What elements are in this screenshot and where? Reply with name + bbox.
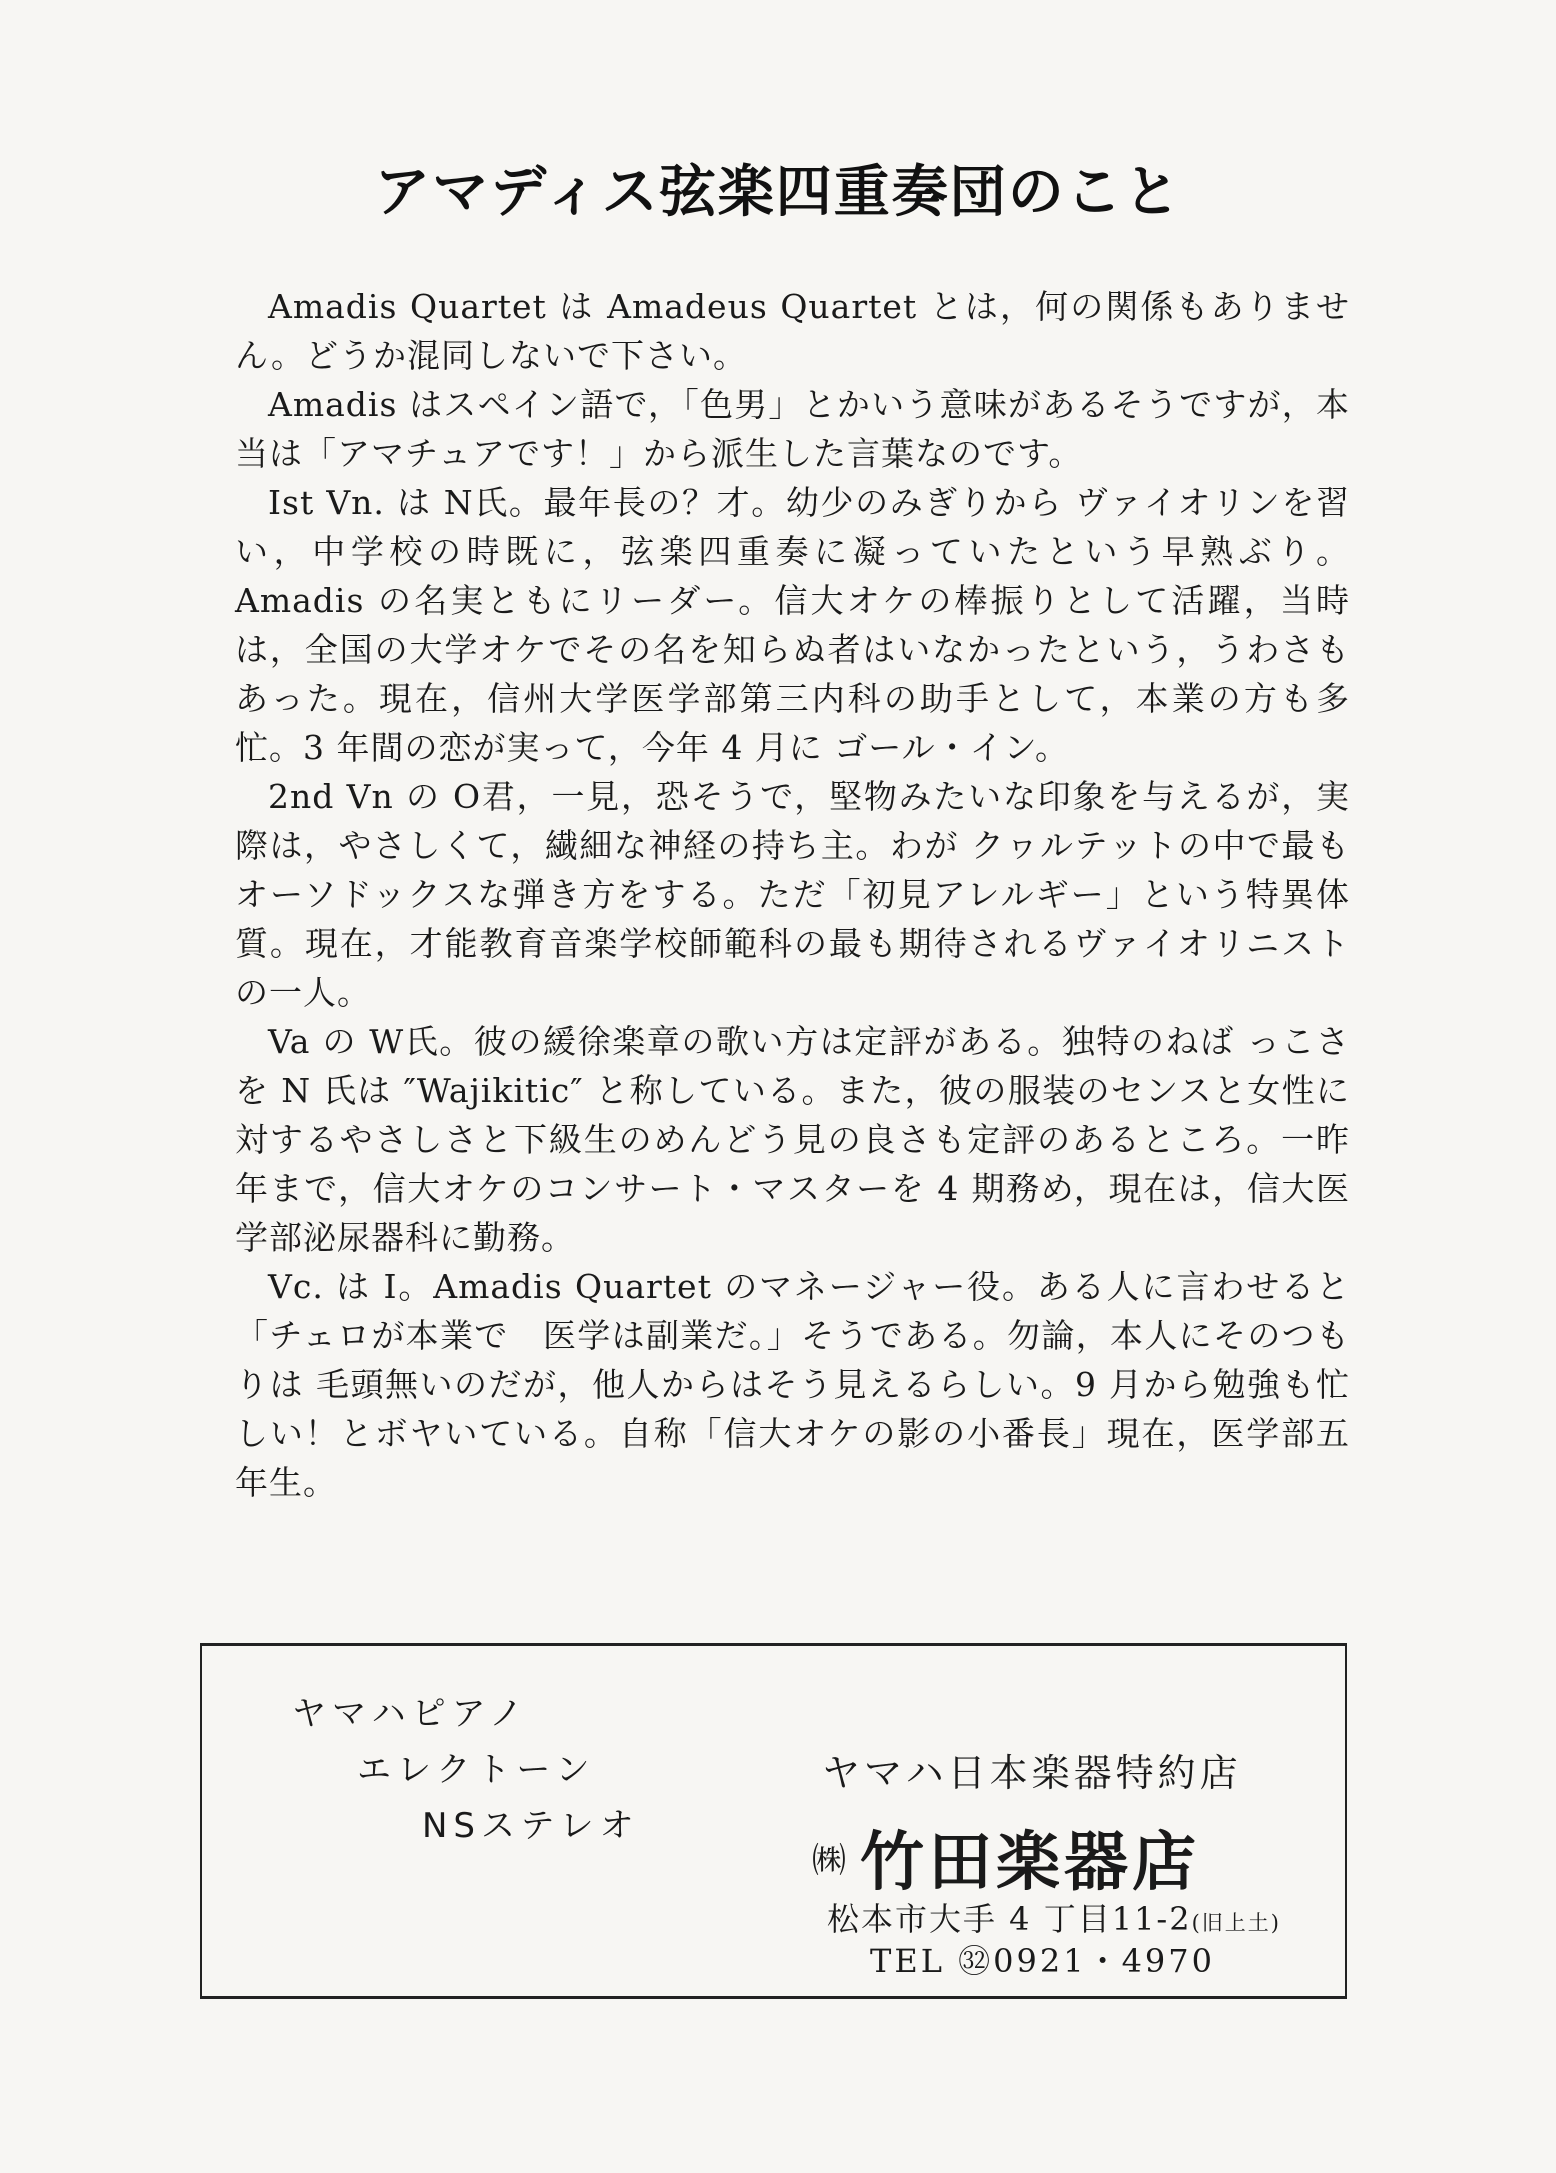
paragraph-viola: Va の W氏。彼の緩徐楽章の歌い方は定評がある。独特のねば っこさを N 氏は ″Wajikitic″ と称している。また，彼の服装のセンスと女性に対するやさしさと下級生のめんどう見の良さも定評のあるところ。一昨年まで，信大オケのコンサート・マスターを 4 期務め，現在は，信大医学部泌尿器科に勤務。 <box>235 1022 1351 1257</box>
ad-company-name: 竹田楽器店 <box>860 1826 1200 1900</box>
paragraph-second-violin: 2nd Vn の O君，一見，恐そうで，堅物みたいな印象を与えるが，実際は，やさしくて，繊細な神経の持ち主。わが クヮルテットの中で最もオーソドックスな弾き方をする。ただ「初見アレルギー」という特異体質。現在，才能教育音楽学校師範科の最も期待されるヴァイオリニストの一人。 <box>235 777 1350 1012</box>
paragraph-name-origin: Amadis はスペイン語で，「色男」とかいう意味があるそうですが，本当は「アマチュアです！」から派生した言葉なのです。 <box>235 385 1350 473</box>
article-body <box>235 282 1350 1507</box>
ad-product-piano: ヤマハピアノ <box>292 1694 529 1734</box>
paragraph-cello: Vc. は I。Amadis Quartet のマネージャー役。ある人に言わせると「チェロが本業で 医学は副業だ。」そうである。勿論，本人にそのつもりは 毛頭無いのだが，他人からはそう見えるらしい。9 月から勉強も忙しい！とボヤいている。自称「信大オケの影の小番長」現在，医学部五年生。 <box>235 1267 1350 1502</box>
ad-company-kabu-mark: ㈱ <box>812 1840 846 1881</box>
ad-address-text: 松本市大手 4 丁目11-2 <box>827 1900 1192 1938</box>
paragraph-first-violin: Ist Vn. は N氏。最年長の？才。幼少のみぎりから ヴァイオリンを習い，中学校の時既に，弦楽四重奏に凝っていたという早熟ぶり。Amadis の名実ともにリーダー。信大オケの棒振りとして活躍，当時は，全国の大学オケでその名を知らぬ者はいなかったという，うわさもあった。現在，信州大学医学部第三内科の助手として，本業の方も多忙。3 年間の恋が実って，今年 4 月に ゴール・イン。 <box>235 483 1350 767</box>
ad-product-electone: エレクトーン <box>357 1750 596 1790</box>
ad-company <box>812 1811 1200 1903</box>
ad-address-note: (旧上土) <box>1191 1911 1281 1935</box>
advertisement-box <box>200 1643 1347 1999</box>
ad-telephone: TEL ㉜0921・4970 <box>870 1942 1216 1980</box>
page-title: アマディス弦楽四重奏団のこと <box>374 160 1182 225</box>
ad-address <box>827 1894 1281 1940</box>
ad-dealer-label: ヤマハ日本楽器特約店 <box>822 1751 1242 1795</box>
paragraph-intro: Amadis Quartet は Amadeus Quartet とは，何の関係もありません。どうか混同しないで下さい。 <box>235 287 1350 375</box>
ad-product-stereo: NSステレオ <box>422 1806 640 1846</box>
